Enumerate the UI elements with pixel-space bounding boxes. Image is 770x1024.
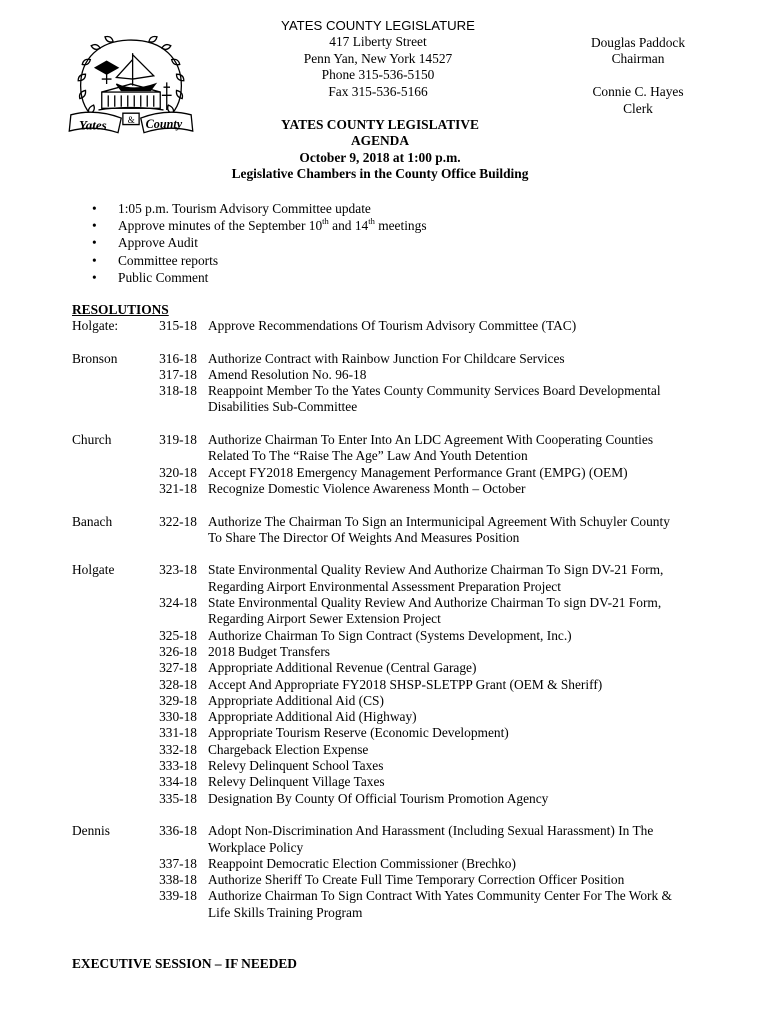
resolution-number: 316-18 [159,350,197,366]
resolution-number: 317-18 [159,366,197,382]
organization-name: YATES COUNTY LEGISLATURE [281,18,475,33]
resolution-description [208,481,698,497]
resolution-group [0,514,770,547]
fax-line: Fax 315-536-5166 [328,83,428,99]
county-seal-logo [66,34,196,142]
resolution-description-line: Authorize Chairman To Enter Into An LDC Agreement With Cooperating Counties [208,432,654,448]
ordinal-suffix: th [322,215,329,226]
resolution-description-line: Approve Recommendations Of Tourism Advisory Committee (TAC) [208,318,577,333]
agenda-bullet-item [90,217,427,234]
resolution-description-line: Authorize Chairman To Sign Contract (Systems Development, Inc.) [208,627,572,643]
resolution-group [0,432,770,497]
resolution-number: 318-18 [159,383,197,399]
resolution-description-line: Regarding Airport Environmental Assessment Preparation Project [208,578,561,594]
resolution-description-line: Related To The “Raise The Age” Law And Youth Detention [208,448,528,464]
resolution-description [208,351,698,367]
resolution-description-line: Disabilities Sub-Committee [208,399,358,415]
resolution-description-line: Authorize Contract with Rainbow Junction For Childcare Services [208,350,565,366]
bullet-text: Approve minutes of the September 10 [118,218,323,234]
resolution-sponsor: Holgate: [72,318,119,333]
resolution-description-line: State Environmental Quality Review And Authorize Chairman To sign DV-21 Form, [208,595,662,611]
resolution-item [0,872,770,888]
resolution-description-line: Accept And Appropriate FY2018 SHSP-SLETPP Grant (OEM & Sheriff) [208,676,603,692]
chairman-title: Chairman [611,51,665,67]
chairman-name: Douglas Paddock [590,35,686,50]
resolution-description-line: Relevy Delinquent Village Taxes [208,774,385,790]
resolution-item [0,742,770,758]
resolution-item [0,660,770,676]
resolution-description [208,693,698,709]
resolution-number: 329-18 [159,692,197,708]
resolution-item [0,758,770,774]
resolution-item [0,481,770,497]
resolution-description [208,758,698,774]
address-line: 417 Liberty Street [329,34,427,50]
agenda-bullet-item [90,269,427,286]
bullet-text: and 14 [328,218,369,234]
resolution-description-line: Life Skills Training Program [208,904,363,920]
resolution-item [0,562,770,595]
resolution-item [0,693,770,709]
resolution-number: 333-18 [159,758,197,774]
resolution-description-line: Chargeback Election Expense [208,741,369,757]
resolution-description-line: Regarding Airport Sewer Extension Project [208,611,441,627]
resolution-number: 338-18 [159,872,197,888]
resolution-number: 326-18 [159,643,197,659]
resolution-description [208,514,698,547]
resolution-item [0,791,770,807]
resolution-description-line: Adopt Non-Discrimination And Harassment (Including Sexual Harassment) In The [208,823,654,839]
phone-line: Phone 315-536-5150 [321,67,435,83]
resolution-description-line: Accept FY2018 Emergency Management Performance Grant (EMPG) (OEM) [208,464,628,480]
resolution-number: 334-18 [159,774,197,790]
resolution-description-line: 2018 Budget Transfers [208,643,331,659]
agenda-title-line: YATES COUNTY LEGISLATIVE [281,117,479,132]
agenda-bullet-item [90,252,427,269]
seal-banner-left: Yates [79,117,107,133]
resolution-description-line: Appropriate Additional Revenue (Central Garage) [208,660,477,676]
resolution-number: 319-18 [159,432,197,448]
resolution-item [0,514,770,547]
resolution-description [208,856,698,872]
resolution-group [0,351,770,416]
resolutions-list [0,318,770,921]
resolution-number: 325-18 [159,627,197,643]
resolution-item [0,318,770,334]
resolution-number: 322-18 [159,513,197,529]
resolution-description [208,367,698,383]
address-line: Penn Yan, New York 14527 [303,50,453,66]
resolution-sponsor: Bronson [72,350,118,366]
resolution-description [208,791,698,807]
resolution-description-line: Recognize Domestic Violence Awareness Month – October [208,480,526,496]
resolution-item [0,432,770,465]
resolution-description-line: To Share The Director Of Weights And Measures Position [208,529,520,545]
resolution-number: 330-18 [159,709,197,725]
letterhead-officers [568,35,708,117]
resolution-number: 315-18 [159,318,197,333]
resolution-description-line: Appropriate Additional Aid (CS) [208,692,384,708]
resolution-item [0,709,770,725]
resolution-description [208,660,698,676]
resolution-description [208,465,698,481]
resolution-number: 324-18 [159,595,197,611]
resolution-description [208,888,698,921]
resolution-number: 339-18 [159,888,197,904]
resolution-description [208,383,698,416]
resolution-number: 331-18 [159,725,197,741]
resolution-description [208,644,698,660]
resolution-number: 320-18 [159,464,197,480]
resolution-sponsor: Banach [72,513,113,529]
agenda-title-line: AGENDA [350,133,410,149]
resolution-description [208,318,698,334]
resolution-description [208,595,698,628]
resolution-item [0,383,770,416]
resolution-description [208,709,698,725]
resolution-description [208,628,698,644]
resolution-item [0,725,770,741]
resolution-sponsor: Church [72,432,112,448]
clerk-title: Clerk [623,100,653,116]
resolution-sponsor: Holgate [72,562,115,578]
resolution-number: 336-18 [159,823,197,839]
resolution-description-line: Authorize Chairman To Sign Contract With Yates Community Center For The Work & [208,888,672,904]
resolution-item [0,823,770,856]
resolution-item [0,351,770,367]
resolution-description-line: Amend Resolution No. 96-18 [208,366,367,382]
resolution-description [208,562,698,595]
resolution-description-line: Authorize Sheriff To Create Full Time Temporary Correction Officer Position [208,872,625,888]
agenda-bullet-item [90,234,427,251]
clerk-name: Connie C. Hayes [592,84,684,100]
resolution-sponsor: Dennis [72,823,110,839]
bullet-text: 1:05 p.m. Tourism Advisory Committee update [118,201,371,216]
resolution-number: 328-18 [159,676,197,692]
resolution-description-line: Reappoint Member To the Yates County Community Services Board Developmental [208,383,661,399]
resolution-item [0,856,770,872]
resolution-item [0,595,770,628]
resolution-item [0,465,770,481]
executive-session-note: EXECUTIVE SESSION – IF NEEDED [72,956,297,971]
resolution-description-line: Appropriate Tourism Reserve (Economic Development) [208,725,509,741]
resolution-number: 327-18 [159,660,197,676]
resolution-description-line: Reappoint Democratic Election Commissioner (Brechko) [208,855,516,871]
ordinal-suffix: th [368,215,375,226]
resolution-description-line: State Environmental Quality Review And Authorize Chairman To Sign DV-21 Form, [208,562,664,578]
resolution-description [208,872,698,888]
resolution-item [0,644,770,660]
resolution-description [208,774,698,790]
meeting-location: Legislative Chambers in the County Office Building [231,165,529,181]
resolution-description-line: Authorize The Chairman To Sign an Intermunicipal Agreement With Schuyler County [208,513,670,529]
resolution-description [208,742,698,758]
resolution-group [0,562,770,806]
resolution-description-line: Relevy Delinquent School Taxes [208,758,384,774]
resolution-item [0,774,770,790]
resolution-number: 323-18 [159,562,197,578]
meeting-datetime: October 9, 2018 at 1:00 p.m. [299,149,461,165]
resolution-number: 321-18 [159,480,197,496]
bullet-text: Public Comment [118,269,209,285]
resolution-item [0,628,770,644]
resolution-description [208,823,698,856]
resolution-description [208,432,698,465]
resolution-group [0,318,770,334]
bullet-text: meetings [374,218,427,234]
resolution-item [0,367,770,383]
resolution-description [208,725,698,741]
agenda-title [180,117,580,182]
bullet-text: Approve Audit [118,235,198,251]
resolution-description-line: Workplace Policy [208,839,304,855]
resolution-number: 332-18 [159,741,197,757]
letterhead-address [228,18,528,100]
agenda-bullet-list [90,200,427,286]
resolution-number: 337-18 [159,855,197,871]
resolution-number: 335-18 [159,790,197,806]
resolutions-heading: RESOLUTIONS [72,302,169,317]
resolution-item [0,677,770,693]
bullet-text: Committee reports [118,252,219,268]
resolution-description-line: Designation By County Of Official Tourism Promotion Agency [208,790,549,806]
seal-banner-right: County [145,116,183,131]
resolution-item [0,888,770,921]
svg-text:&: & [127,114,135,125]
agenda-bullet-item [90,200,427,217]
resolution-description-line: Appropriate Additional Aid (Highway) [208,709,417,725]
resolution-description [208,677,698,693]
resolution-group [0,823,770,921]
